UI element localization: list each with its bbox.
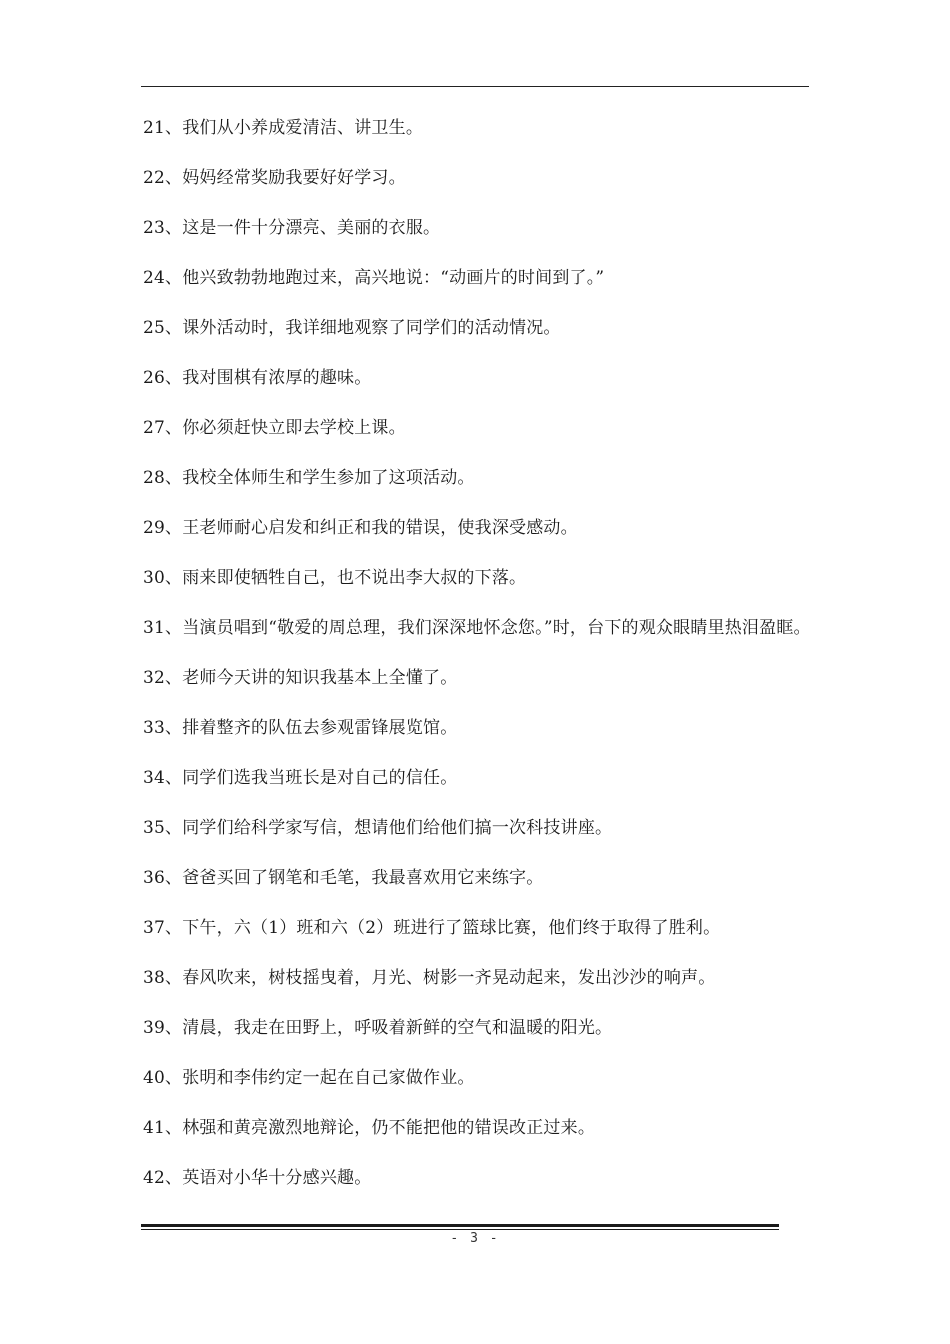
item-text: 春风吹来，树枝摇曳着，月光、树影一齐晃动起来，发出沙沙的响声。 [182, 968, 716, 988]
list-item [143, 316, 811, 340]
item-text: 你必须赶快立即去学校上课。 [182, 418, 406, 438]
item-number: 29、 [143, 518, 183, 538]
item-text: 排着整齐的队伍去参观雷锋展览馆。 [182, 718, 458, 738]
item-text: 雨来即使牺牲自己，也不说出李大叔的下落。 [182, 568, 527, 588]
list-item [143, 266, 811, 290]
footer-rule-thick [141, 1224, 779, 1227]
list-item [143, 516, 811, 540]
list-item [143, 816, 811, 840]
item-number: 26、 [143, 368, 183, 388]
list-item [143, 866, 811, 890]
list-item [143, 666, 811, 690]
list-item [143, 466, 811, 490]
item-number: 32、 [143, 668, 183, 688]
list-item [143, 366, 811, 390]
item-text: 清晨，我走在田野上，呼吸着新鲜的空气和温暖的阳光。 [182, 1018, 613, 1038]
item-text: 老师今天讲的知识我基本上全懂了。 [182, 668, 458, 688]
item-number: 41、 [143, 1118, 183, 1138]
item-text: 我校全体师生和学生参加了这项活动。 [182, 468, 475, 488]
item-number: 40、 [143, 1068, 183, 1088]
list-item [143, 216, 811, 240]
list-item [143, 416, 811, 440]
item-text: 同学们选我当班长是对自己的信任。 [182, 768, 458, 788]
item-number: 37、 [143, 918, 183, 938]
item-number: 23、 [143, 218, 183, 238]
item-text: 我对围棋有浓厚的趣味。 [182, 368, 372, 388]
item-text: 同学们给科学家写信，想请他们给他们搞一次科技讲座。 [182, 818, 613, 838]
list-item [143, 116, 811, 140]
item-number: 21、 [143, 118, 183, 138]
item-text: 爸爸买回了钢笔和毛笔，我最喜欢用它来练字。 [182, 868, 544, 888]
item-number: 38、 [143, 968, 183, 988]
list-item [143, 716, 811, 740]
item-text: 他兴致勃勃地跑过来，高兴地说：“动画片的时间到了。” [182, 268, 605, 288]
list-item [143, 616, 811, 640]
item-number: 30、 [143, 568, 183, 588]
item-number: 31、 [143, 618, 183, 638]
item-text: 我们从小养成爱清洁、讲卫生。 [182, 118, 424, 138]
page-number: - 3 - [450, 1231, 500, 1246]
item-number: 39、 [143, 1018, 183, 1038]
item-number: 36、 [143, 868, 183, 888]
item-text: 英语对小华十分感兴趣。 [182, 1168, 372, 1188]
header-rule [141, 86, 809, 87]
footer-rule [141, 1224, 779, 1230]
list-item [143, 166, 811, 190]
item-number: 24、 [143, 268, 183, 288]
item-text: 当演员唱到“敬爱的周总理，我们深深地怀念您。”时，台下的观众眼睛里热泪盈眶。 [182, 618, 811, 638]
list-item [143, 1066, 811, 1090]
item-text: 妈妈经常奖励我要好好学习。 [182, 168, 406, 188]
item-number: 28、 [143, 468, 183, 488]
item-text: 王老师耐心启发和纠正和我的错误，使我深受感动。 [182, 518, 578, 538]
item-text: 这是一件十分漂亮、美丽的衣服。 [182, 218, 441, 238]
item-number: 27、 [143, 418, 183, 438]
item-number: 33、 [143, 718, 183, 738]
item-text: 林强和黄亮激烈地辩论，仍不能把他的错误改正过来。 [182, 1118, 596, 1138]
item-text: 下午，六（1）班和六（2）班进行了篮球比赛，他们终于取得了胜利。 [182, 918, 721, 938]
list-item [143, 1116, 811, 1140]
sentence-list [143, 116, 811, 1216]
item-number: 22、 [143, 168, 183, 188]
item-number: 34、 [143, 768, 183, 788]
item-text: 课外活动时，我详细地观察了同学们的活动情况。 [182, 318, 561, 338]
list-item [143, 966, 811, 990]
list-item [143, 916, 811, 940]
footer-rule-thin [141, 1229, 779, 1230]
list-item [143, 566, 811, 590]
item-number: 35、 [143, 818, 183, 838]
item-number: 25、 [143, 318, 183, 338]
list-item [143, 766, 811, 790]
item-number: 42、 [143, 1168, 183, 1188]
list-item [143, 1016, 811, 1040]
list-item [143, 1166, 811, 1190]
item-text: 张明和李伟约定一起在自己家做作业。 [182, 1068, 475, 1088]
